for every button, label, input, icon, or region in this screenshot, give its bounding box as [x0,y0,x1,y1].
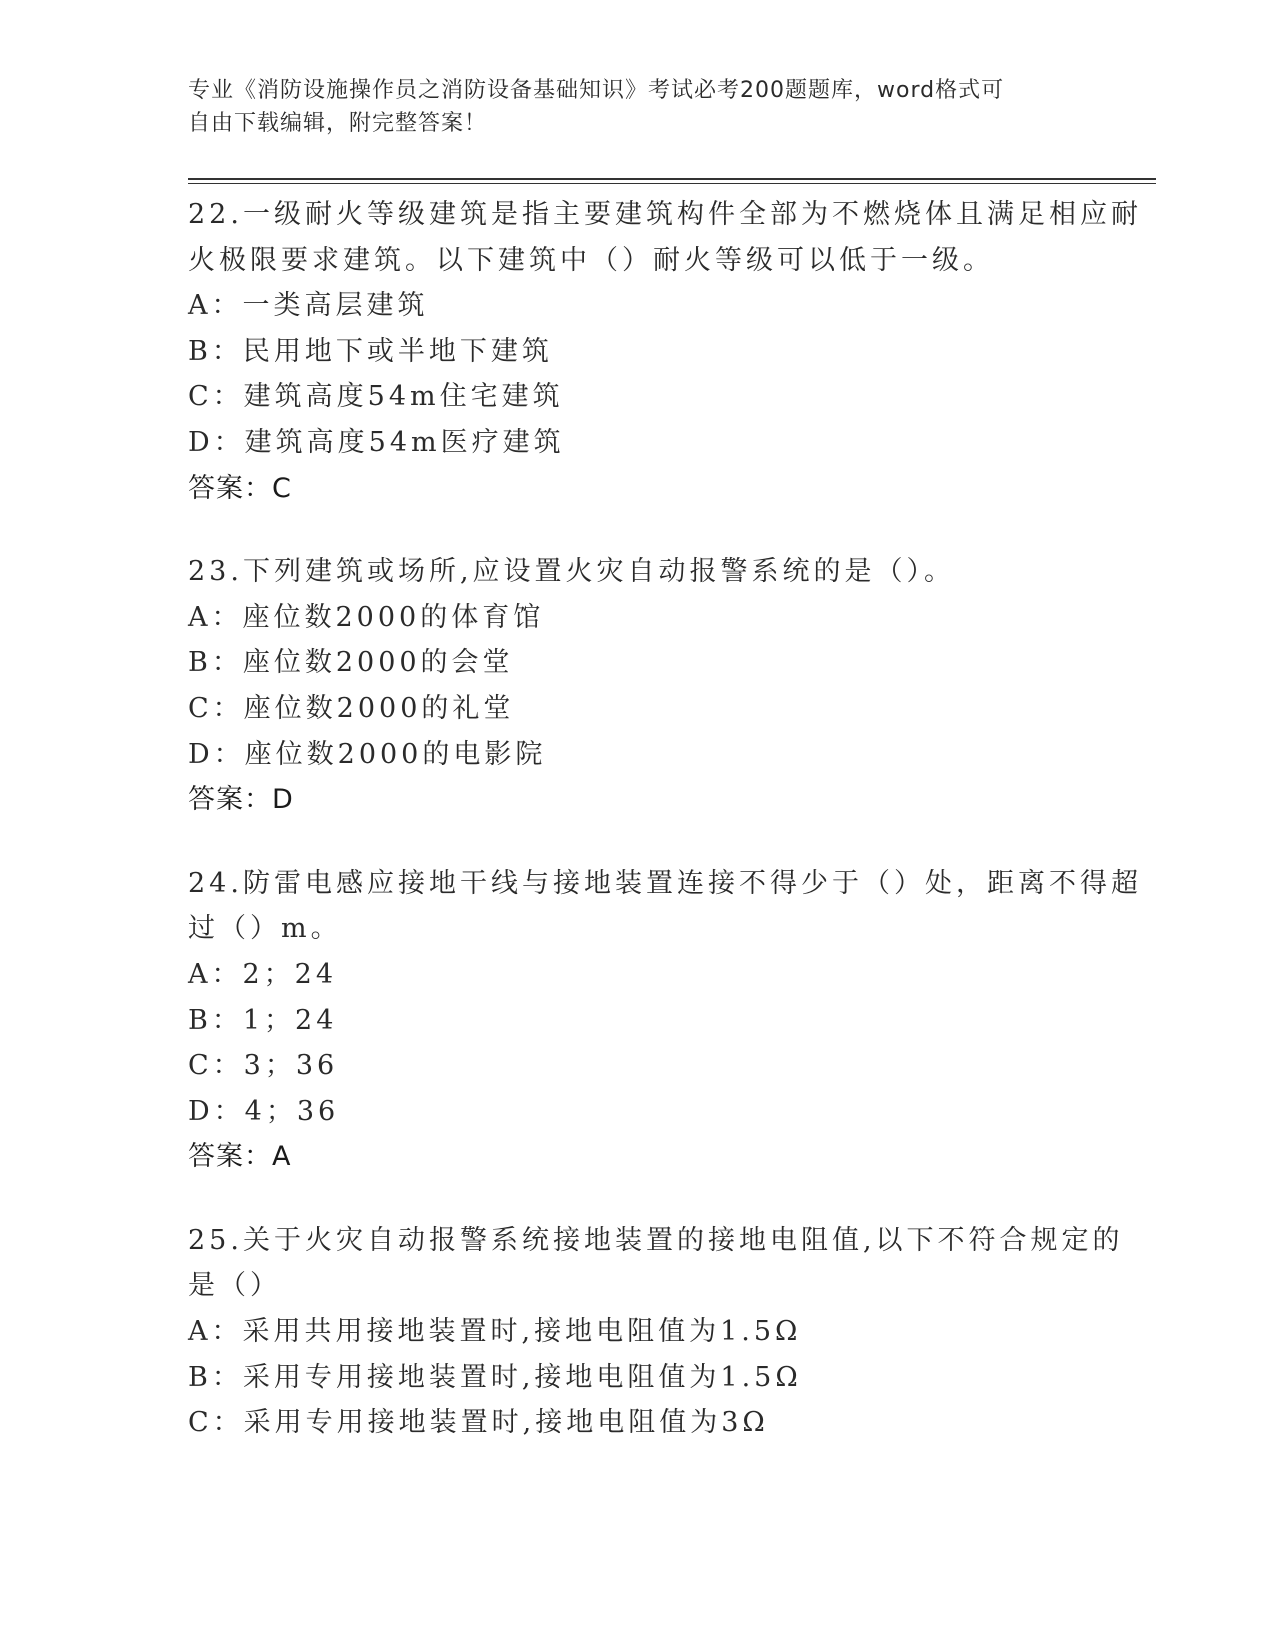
option-d: D：4；36 [188,1095,340,1127]
answer-label: 答案：C [188,472,292,504]
header-divider-thin [188,183,1156,184]
question-stem-line: 23.下列建筑或场所,应设置火灾自动报警系统的是（）。 [188,556,956,588]
question-23 [188,549,1088,823]
header-line-1: 专业《消防设施操作员之消防设备基础知识》考试必考200题题库，word格式可 [188,78,1005,103]
option-b: B：1；24 [188,1004,338,1036]
option-a: A：一类高层建筑 [188,290,429,322]
question-stem-line: 是（） [188,1270,281,1302]
question-list [188,192,1142,1484]
question-stem-line: 过（）m。 [188,913,342,945]
question-24 [188,861,1142,1180]
question-stem-line: 25.关于火灾自动报警系统接地装置的接地电阻值,以下不符合规定的 [188,1224,1124,1256]
option-a: A：2；24 [188,958,338,990]
header-line-2: 自由下载编辑，附完整答案！ [188,111,488,136]
option-c: C：建筑高度54m住宅建筑 [188,381,564,413]
question-stem-line: 22.一级耐火等级建筑是指主要建筑构件全部为不燃烧体且满足相应耐 [188,199,1142,230]
document-header [188,74,1088,140]
option-a: A：座位数2000的体育馆 [188,601,545,633]
question-25 [188,1218,1124,1446]
header-divider-thick [188,178,1156,180]
answer-label: 答案：D [188,784,294,816]
option-b: B：采用专用接地装置时,接地电阻值为1.5Ω [188,1361,802,1393]
option-c: C：座位数2000的礼堂 [188,692,515,724]
option-c: C：采用专用接地装置时,接地电阻值为3Ω [188,1407,769,1439]
answer-label: 答案：A [188,1141,292,1173]
option-b: B：民用地下或半地下建筑 [188,335,553,367]
option-b: B：座位数2000的会堂 [188,647,514,679]
option-d: D：座位数2000的电影院 [188,738,547,770]
option-d: D：建筑高度54m医疗建筑 [188,426,565,458]
option-c: C：3；36 [188,1050,339,1082]
option-a: A：采用共用接地装置时,接地电阻值为1.5Ω [188,1316,802,1348]
question-22 [188,192,1142,511]
question-stem-line: 24.防雷电感应接地干线与接地装置连接不得少于（）处，距离不得超 [188,867,1142,899]
question-stem-line: 火极限要求建筑。以下建筑中（）耐火等级可以低于一级。 [188,244,994,276]
